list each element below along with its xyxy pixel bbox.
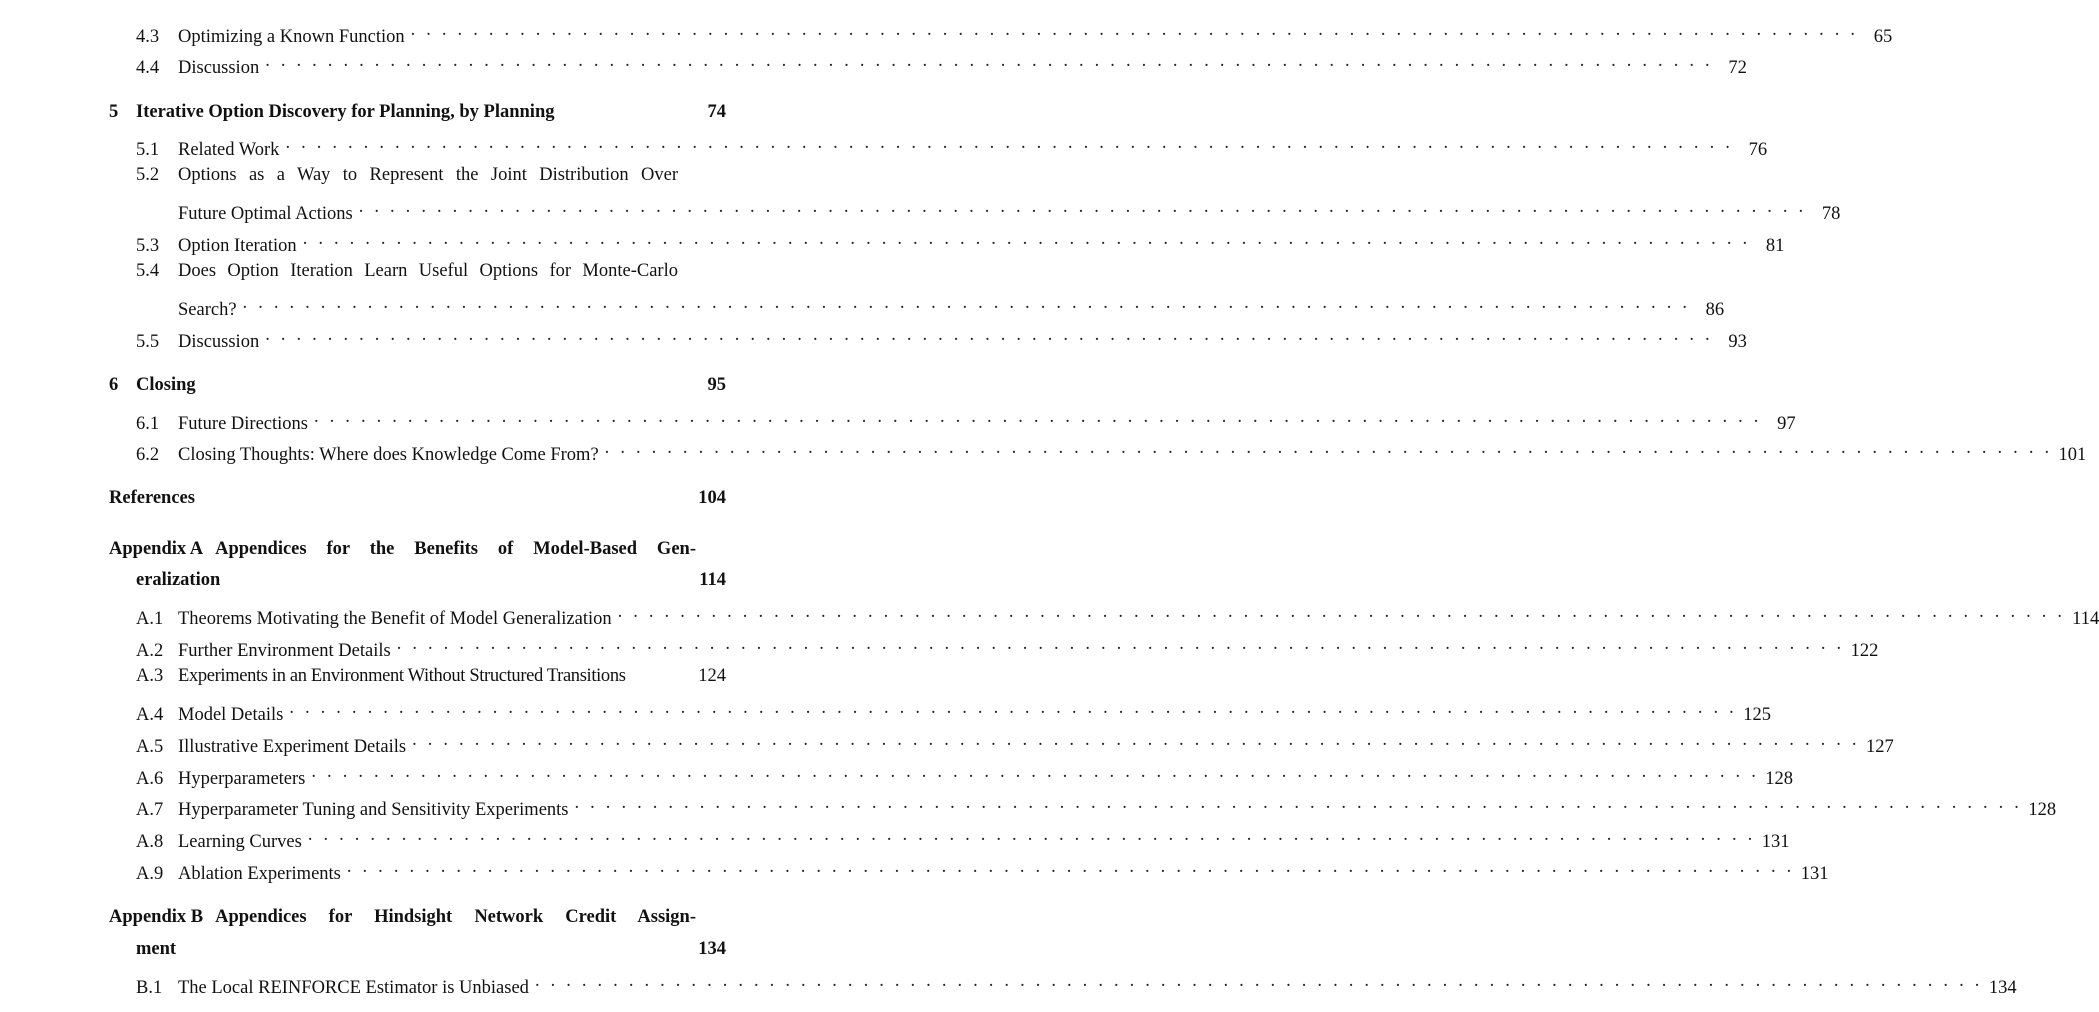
toc-entry-a-2[interactable]: [136, 632, 1879, 661]
section-number: 5.3: [136, 236, 160, 256]
toc-entry-5-5[interactable]: [136, 323, 1747, 352]
section-number: 6.1: [136, 414, 160, 434]
toc-entry-5-4[interactable]: [136, 259, 726, 283]
page-number: 134: [1988, 978, 2017, 998]
toc-entry-5-1[interactable]: [136, 131, 1768, 160]
section-title: Option Iteration: [178, 236, 297, 256]
page-number: 104: [698, 488, 726, 508]
page-number: 95: [707, 375, 726, 395]
section-number: 5.1: [136, 140, 160, 160]
appendix-title-line2: ment: [136, 939, 177, 959]
toc-entry-a-7[interactable]: [136, 791, 2057, 820]
section-number: 5.4: [136, 261, 160, 281]
toc-chapter-5[interactable]: [109, 100, 726, 124]
section-title: The Local REINFORCE Estimator is Unbiased: [178, 978, 529, 998]
page-number: 65: [1873, 27, 1893, 47]
section-number: 6.2: [136, 445, 160, 465]
section-number: A.1: [136, 609, 164, 629]
toc-entry-a-3[interactable]: [136, 664, 726, 688]
leader-dots: [411, 18, 1859, 42]
section-number: A.5: [136, 737, 164, 757]
page-number: 101: [2058, 445, 2087, 465]
section-title: Optimizing a Known Function: [178, 27, 405, 47]
page-number: 131: [1761, 832, 1790, 852]
toc-entry-b-1[interactable]: [136, 969, 2017, 998]
toc-entry-5-4-continued[interactable]: [178, 291, 1725, 320]
toc-entry-a-4[interactable]: [136, 696, 1771, 725]
chapter-title: Iterative Option Discovery for Planning, by Planning: [136, 102, 555, 122]
section-number: 5.2: [136, 165, 160, 185]
section-number: A.6: [136, 769, 164, 789]
toc-entry-6-2[interactable]: [136, 436, 2087, 465]
page-number: 97: [1777, 414, 1796, 434]
page-number: 76: [1748, 140, 1768, 160]
leader-dots: [359, 195, 1807, 219]
section-number: A.9: [136, 864, 164, 884]
page-number: 125: [1743, 705, 1771, 725]
section-number: 4.3: [136, 27, 160, 47]
toc-appendix-b-continued[interactable]: [136, 937, 726, 961]
section-title: Ablation Experiments: [178, 864, 341, 884]
section-number: A.4: [136, 705, 164, 725]
appendix-label: Appendix B: [109, 907, 204, 927]
section-title-line2: Search?: [178, 300, 237, 320]
section-title: Discussion: [178, 58, 260, 78]
page-number: 134: [698, 939, 726, 959]
page-number: 86: [1705, 300, 1725, 320]
section-title: Further Environment Details: [178, 641, 391, 661]
toc-entry-a-9[interactable]: [136, 855, 1829, 884]
leader-dots: [618, 600, 2066, 624]
section-number: 4.4: [136, 58, 160, 78]
page-number: 81: [1765, 236, 1785, 256]
page-number: 93: [1728, 332, 1747, 352]
leader-dots: [314, 405, 1762, 429]
toc-entry-5-2[interactable]: [136, 163, 726, 187]
toc-chapter-6[interactable]: [109, 373, 726, 397]
section-number: B.1: [136, 978, 163, 998]
page-number: 128: [2028, 800, 2057, 820]
page-number: 78: [1821, 204, 1841, 224]
page-number: 128: [1765, 769, 1794, 789]
section-number: 5.5: [136, 332, 160, 352]
toc-entry-4-3[interactable]: [136, 18, 1893, 47]
toc-entry-4-4[interactable]: [136, 49, 1747, 78]
toc-entry-5-2-continued[interactable]: [178, 195, 1841, 224]
section-title: Closing Thoughts: Where does Knowledge Come From?: [178, 445, 599, 465]
section-title: Hyperparameters: [178, 769, 306, 789]
leader-dots: [265, 323, 1713, 347]
appendix-label: Appendix A: [109, 539, 204, 559]
appendix-title-line1: Appendices for the Benefits of Model-Based Gen-: [215, 539, 696, 559]
page-number: 114: [2072, 609, 2099, 629]
section-number: A.2: [136, 641, 164, 661]
section-title: Related Work: [178, 140, 280, 160]
section-number: A.3: [136, 666, 164, 686]
chapter-number: 5: [109, 102, 119, 122]
section-title: Future Directions: [178, 414, 308, 434]
appendix-title-line1: Appendices for Hindsight Network Credit Assign-: [215, 907, 696, 927]
references-title: References: [109, 488, 195, 508]
toc-references[interactable]: [109, 486, 726, 510]
toc-entry-a-6[interactable]: [136, 760, 1794, 789]
toc-entry-a-8[interactable]: [136, 823, 1790, 852]
page-number: 127: [1865, 737, 1894, 757]
page-number: 124: [698, 666, 726, 686]
leader-dots: [243, 291, 1691, 315]
section-title: Hyperparameter Tuning and Sensitivity Experiments: [178, 800, 569, 820]
leader-dots: [412, 728, 1860, 752]
leader-dots: [265, 49, 1713, 73]
section-title: Theorems Motivating the Benefit of Model Generalization: [178, 609, 612, 629]
section-title: Discussion: [178, 332, 260, 352]
leader-dots: [308, 823, 1756, 847]
toc-appendix-b[interactable]: [109, 905, 726, 929]
section-number: A.7: [136, 800, 164, 820]
chapter-title: Closing: [136, 375, 196, 395]
leader-dots: [311, 760, 1759, 784]
toc-entry-5-3[interactable]: [136, 227, 1785, 256]
leader-dots: [303, 227, 1751, 251]
section-number: A.8: [136, 832, 164, 852]
toc-entry-a-5[interactable]: [136, 728, 1894, 757]
page-number: 131: [1800, 864, 1829, 884]
leader-dots: [397, 632, 1845, 656]
appendix-title-line2: eralization: [136, 570, 221, 590]
page-number: 122: [1850, 641, 1879, 661]
toc-appendix-a[interactable]: [109, 537, 726, 561]
leader-dots: [289, 696, 1737, 720]
leader-dots: [605, 436, 2053, 460]
section-title: Model Details: [178, 705, 284, 725]
leader-dots: [535, 969, 1983, 993]
page-number: 72: [1728, 58, 1747, 78]
section-title-line2: Future Optimal Actions: [178, 204, 353, 224]
page-number: 74: [707, 102, 726, 122]
chapter-number: 6: [109, 375, 119, 395]
toc-entry-a-1[interactable]: [136, 600, 2099, 629]
section-title: Illustrative Experiment Details: [178, 737, 407, 757]
toc-appendix-a-continued[interactable]: [136, 568, 726, 592]
toc-entry-6-1[interactable]: [136, 405, 1796, 434]
section-title: Experiments in an Environment Without Structured Transitions: [178, 666, 626, 686]
section-title: Learning Curves: [178, 832, 302, 852]
leader-dots: [575, 791, 2023, 815]
section-title-line1: Options as a Way to Represent the Joint Distribution Over: [178, 165, 678, 185]
leader-dots: [347, 855, 1795, 879]
section-title-line1: Does Option Iteration Learn Useful Options for Monte-Carlo: [178, 261, 678, 281]
leader-dots: [285, 131, 1733, 155]
page-number: 114: [699, 570, 726, 590]
